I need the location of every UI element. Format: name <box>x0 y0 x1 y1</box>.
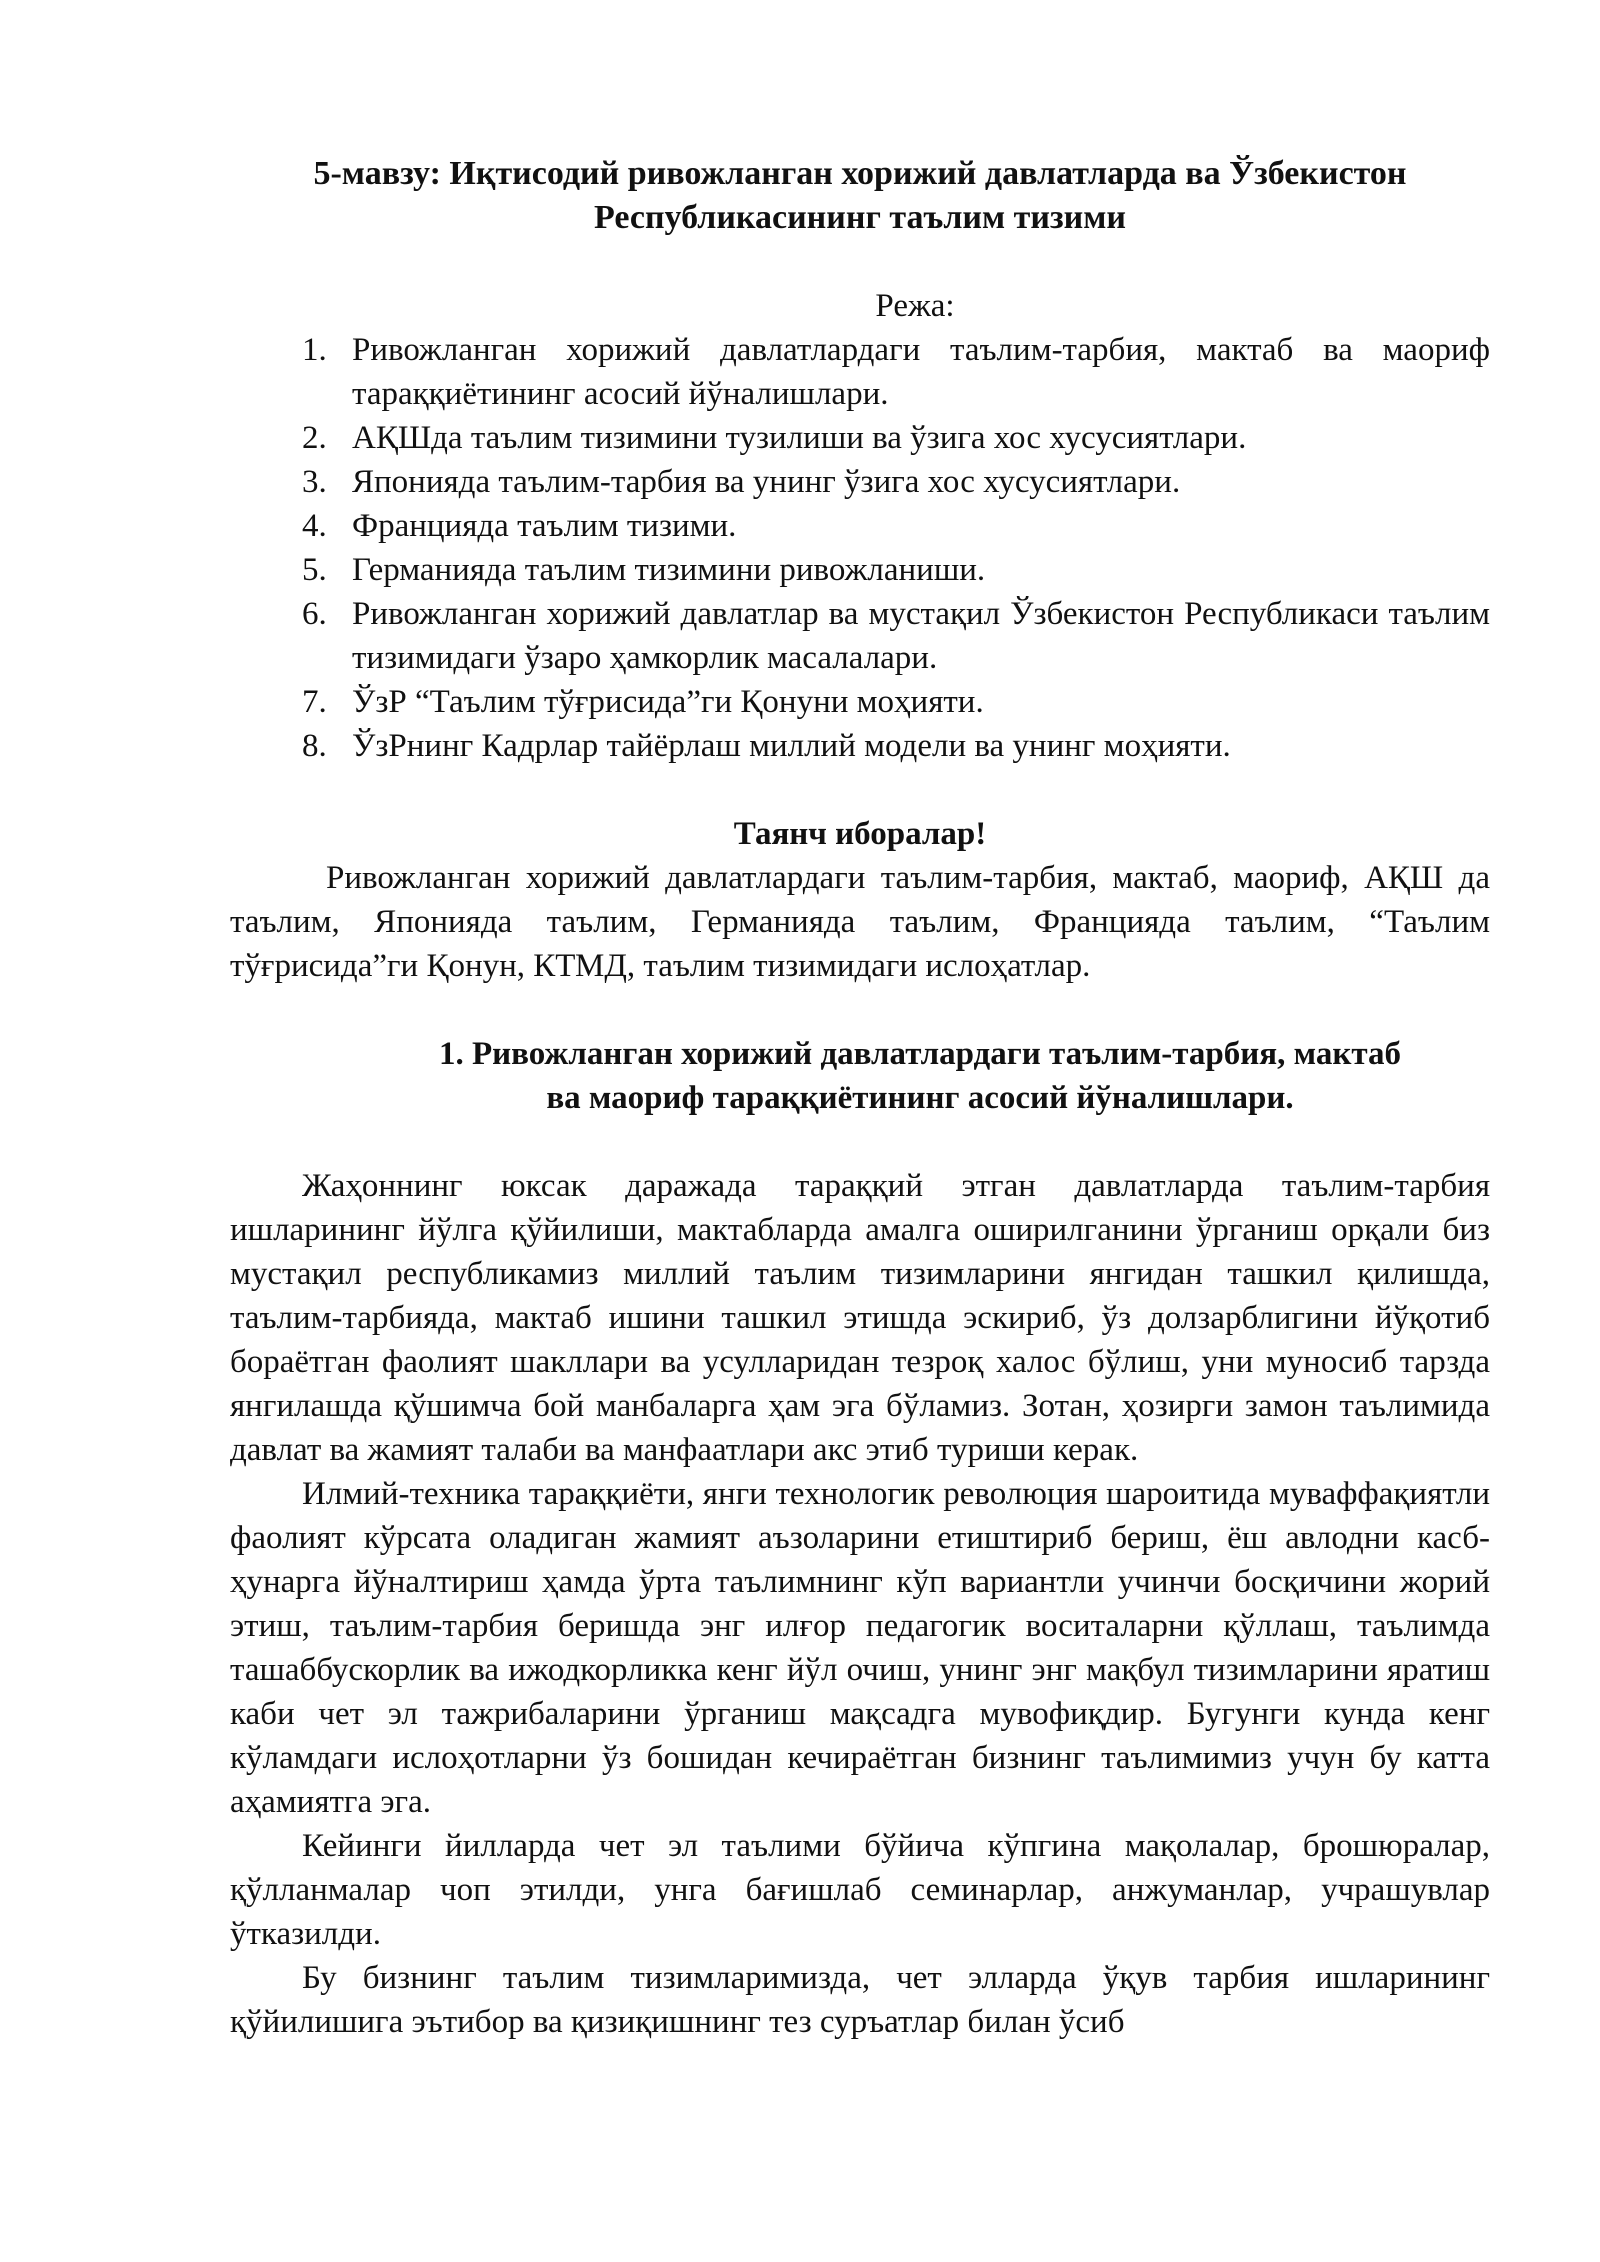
plan-item-number: 3. <box>302 464 327 500</box>
body-paragraph: Кейинги йилларда чет эл таълими бўйича кўпгина мақолалар, брошюралар, қўлланмалар чоп этилди, унга бағишлаб семинарлар, анжуманлар, учрашувлар ўтказилди. <box>230 1828 1490 1952</box>
plan-item-number: 8. <box>302 728 327 764</box>
plan-item-number: 6. <box>302 596 327 632</box>
body-paragraph: Бу бизнинг таълим тизимларимизда, чет элларда ўқув тарбия ишларининг қўйилишига эътибор ва қизиқишнинг тез суръатлар билан ўсиб <box>230 1960 1490 2040</box>
plan-item-number: 4. <box>302 508 327 544</box>
plan-item-text: Японияда таълим-тарбия ва унинг ўзига хос хусусиятлари. <box>352 464 1181 500</box>
key-phrases-text: Ривожланган хорижий давлатлардаги таълим-тарбия, мактаб, маориф, АҚШ да таълим, Японияда таълим, Германияда таълим, Францияда таълим, “Таълим тўғрисида”ги Қонун, КТМД, таълим тизимидаги ислоҳатлар. <box>230 860 1490 984</box>
plan-item-text: Францияда таълим тизими. <box>352 508 737 544</box>
section-heading <box>230 1032 1490 1120</box>
plan-item <box>230 416 1490 460</box>
plan-item-number: 7. <box>302 684 327 720</box>
page-content <box>230 152 1490 2044</box>
plan-item-text: Ривожланган хорижий давлатлардаги таълим-тарбия, мактаб ва маориф тараққиётининг асосий йўналишлари. <box>352 332 1490 412</box>
plan-item-text: АҚШда таълим тизимини тузилиши ва ўзига хос хусусиятлари. <box>352 420 1247 456</box>
plan-item <box>230 504 1490 548</box>
plan-item-text: ЎзРнинг Кадрлар тайёрлаш миллий модели ва унинг моҳияти. <box>352 728 1231 764</box>
plan-item-number: 1. <box>302 332 327 368</box>
plan-item-text: Германияда таълим тизимини ривожланиши. <box>352 552 986 588</box>
spacer <box>230 1120 1490 1164</box>
document-title <box>230 152 1490 240</box>
body-paragraph: Жаҳоннинг юксак даражада тараққий этган давлатларда таълим-тарбия ишларининг йўлга қўйилиши, мактабларда амалга оширилганини ўрганиш орқали биз мустақил республикамиз миллий таълим тизимларини янгидан ташкил қилишда, таълим-тарбияда, мактаб ишини ташкил этишда эскириб, ўз долзарблигини йўқотиб бораётган фаолият шакллари ва усулларидан тезроқ халос бўлиш, уни муносиб тарзда янгилашда қўшимча бой манбаларга ҳам эга бўламиз. Зотан, ҳозирги замон таълимида давлат ва жамият талаби ва манфаатлари акс этиб туриши керак. <box>230 1168 1490 1468</box>
plan-item-number: 2. <box>302 420 327 456</box>
plan-item <box>230 592 1490 680</box>
plan-item <box>230 328 1490 416</box>
body-paragraph: Илмий-техника тараққиёти, янги технологик революция шароитида муваффақиятли фаолият кўрсата оладиган жамият аъзоларини етиштириб бериш, ёш авлодни касб-ҳунарга йўналтириш ҳамда ўрта таълимнинг кўп вариантли учинчи босқичини жорий этиш, таълим-тарбия беришда энг илғор педагогик воситаларни қўллаш, таълимда ташаббускорлик ва ижодкорликка кенг йўл очиш, унинг энг мақбул тизимларини яратиш каби чет эл тажрибаларини ўрганиш мақсадга мувофиқдир. Бугунги кунда кенг кўламдаги ислоҳотларни ўз бошидан кечираётган бизнинг таълимимиз учун бу катта аҳамиятга эга. <box>230 1476 1490 1820</box>
title-line-2: Республикасининг таълим тизими <box>594 199 1126 236</box>
plan-item <box>230 724 1490 768</box>
section-heading-line-2: ва маориф тараққиётининг асосий йўналишлари. <box>546 1080 1294 1116</box>
section-heading-line-1: 1. Ривожланган хорижий давлатлардаги таълим-тарбия, мактаб <box>438 1036 1402 1072</box>
plan-item <box>230 460 1490 504</box>
plan-item <box>230 548 1490 592</box>
plan-list <box>230 328 1490 768</box>
key-phrases-heading: Таянч иборалар! <box>733 816 987 852</box>
plan-heading: Режа: <box>875 288 955 324</box>
title-line-1: 5-мавзу: Иқтисодий ривожланган хорижий давлатларда ва Ўзбекистон <box>313 155 1407 192</box>
plan-item-text: ЎзР “Таълим тўғрисида”ги Қонуни моҳияти. <box>352 684 984 720</box>
plan-item-text: Ривожланган хорижий давлатлар ва мустақил Ўзбекистон Республикаси таълим тизимидаги ўзаро ҳамкорлик масалалари. <box>352 596 1490 676</box>
plan-item <box>230 680 1490 724</box>
plan-item-number: 5. <box>302 552 327 588</box>
